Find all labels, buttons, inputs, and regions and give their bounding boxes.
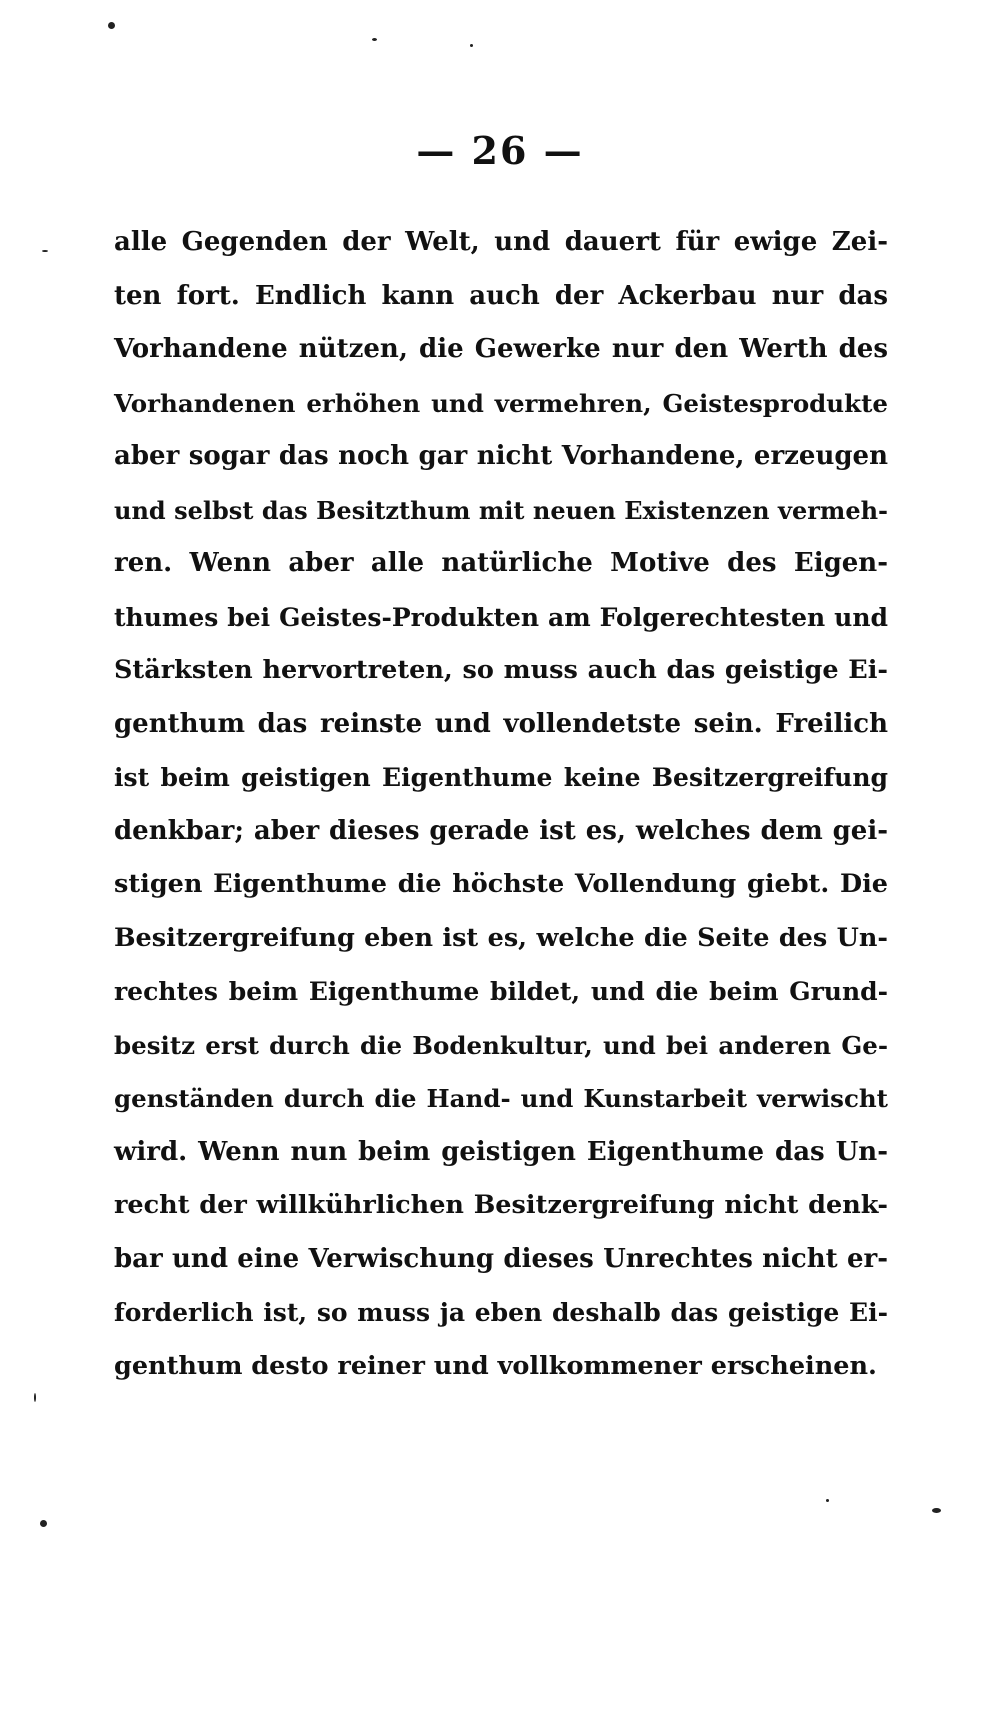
text-line: genthum das reinste und vollendetste sein. Freilich	[114, 708, 888, 739]
text-line: ren. Wenn aber alle natürliche Motive des Eigen-	[114, 548, 888, 578]
text-line: forderlich ist, so muss ja eben deshalb das geistige Ei-	[114, 1298, 888, 1327]
scan-speck	[470, 44, 473, 47]
text-line: und selbst das Besitzthum mit neuen Existenzen vermeh-	[114, 495, 888, 525]
scan-speck	[34, 1393, 36, 1402]
scan-speck	[826, 1499, 829, 1502]
text-line: bar und eine Verwischung dieses Unrechtes nicht er-	[114, 1243, 888, 1274]
text-line: ten fort. Endlich kann auch der Ackerbau nur das	[114, 280, 888, 311]
body-text	[114, 216, 888, 1393]
text-line: alle Gegenden der Welt, und dauert für ewige Zei-	[114, 227, 888, 257]
scan-speck	[932, 1508, 941, 1513]
text-line: denkbar; aber dieses gerade ist es, welches dem gei-	[114, 815, 888, 846]
text-line: Vorhandene nützen, die Gewerke nur den Werth des	[114, 334, 888, 364]
text-line: recht der willkührlichen Besitzergreifung nicht denk-	[114, 1190, 888, 1220]
scan-speck	[372, 38, 377, 41]
scan-speck	[40, 1520, 47, 1527]
text-line: ist beim geistigen Eigenthume keine Besitzergreifung	[114, 763, 888, 792]
scan-speck	[108, 22, 115, 29]
text-line: genthum desto reiner und vollkommener erscheinen.	[114, 1350, 877, 1381]
text-line: wird. Wenn nun beim geistigen Eigenthume das Un-	[114, 1136, 888, 1167]
text-line: besitz erst durch die Bodenkultur, und bei anderen Ge-	[114, 1030, 888, 1060]
text-line: stigen Eigenthume die höchste Vollendung giebt. Die	[114, 869, 888, 899]
text-line: Stärksten hervortreten, so muss auch das geistige Ei-	[114, 655, 888, 685]
text-line: Besitzergreifung eben ist es, welche die Seite des Un-	[114, 922, 888, 953]
text-line: rechtes beim Eigenthume bildet, und die beim Grund-	[114, 977, 888, 1006]
text-line: Vorhandenen erhöhen und vermehren, Geistesprodukte	[114, 388, 888, 418]
text-line: thumes bei Geistes-Produkten am Folgerechtesten und	[114, 602, 888, 632]
text-line: aber sogar das noch gar nicht Vorhandene, erzeugen	[114, 441, 888, 471]
scan-speck	[42, 250, 48, 252]
text-line: genständen durch die Hand- und Kunstarbeit verwischt	[114, 1084, 888, 1113]
page-number: — 26 —	[416, 128, 584, 173]
